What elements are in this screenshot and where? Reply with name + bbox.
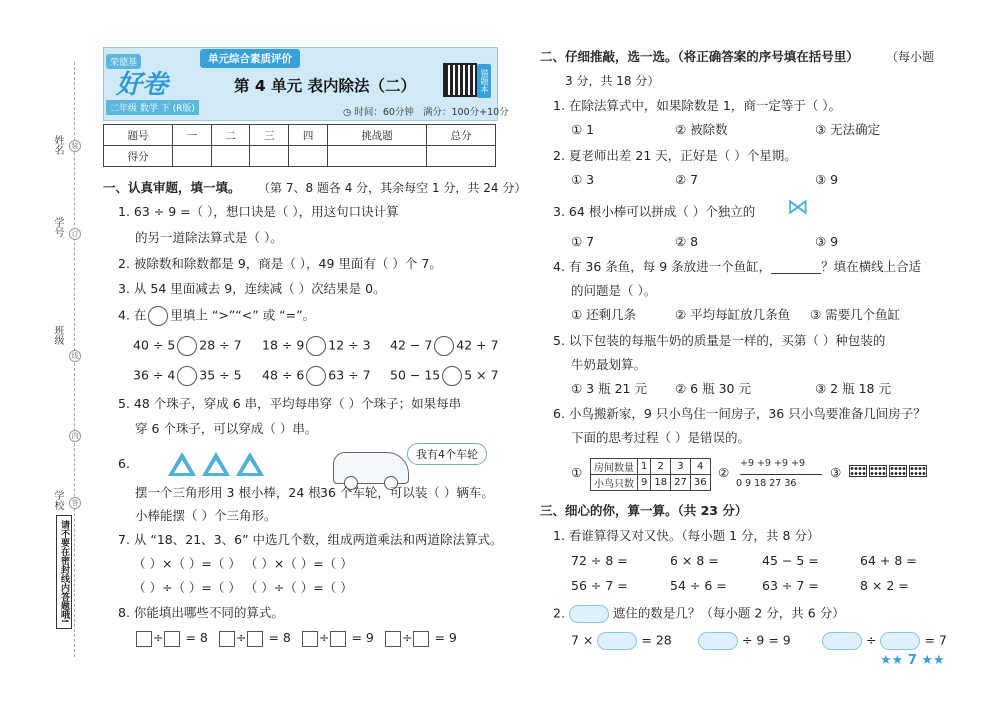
table-cell: 小鸟只数 (591, 475, 638, 491)
dot-group-icon (909, 465, 927, 477)
table-cell: 二 (211, 125, 250, 146)
section-1-title: 一、认真审题，填一填。 (103, 180, 241, 195)
eq-part: = 28 (641, 632, 672, 648)
table-cell: 4 (690, 459, 710, 475)
table-cell: 2 (651, 459, 671, 475)
mc-q4-line2[interactable]: 的问题是（ ）。 (571, 283, 657, 298)
score-input-cell[interactable] (327, 146, 426, 167)
number-line-jumps: +9 +9 +9 +9 (740, 458, 806, 469)
brand-label: 荣德基 (106, 54, 141, 69)
q8: 8. 你能填出哪些不同的算式。 (118, 605, 284, 620)
hidden-number-eq[interactable] (571, 632, 672, 650)
table-row (104, 125, 496, 146)
q4-prompt (118, 306, 315, 326)
mc-option[interactable]: ① 3 (571, 172, 595, 187)
eq-part: = 7 (924, 632, 947, 648)
mc-option[interactable]: ② 8 (675, 234, 699, 249)
calc-item[interactable]: 63 ÷ 7 = (762, 578, 819, 593)
compare-left: 50 − 15 (390, 367, 441, 383)
blank-box[interactable] (219, 631, 235, 647)
section-2-note-2: 3 分，共 18 分） (565, 74, 660, 88)
compare-left: 48 ÷ 6 (262, 367, 305, 383)
compare-blank[interactable] (177, 336, 197, 356)
qr-code-icon[interactable] (443, 63, 477, 97)
section-2-title: 二、仔细推敲，选一选。（将正确答案的序号填在括号里） (540, 49, 859, 64)
logo: 好卷 (116, 70, 169, 100)
triangle-sticks-icon (168, 452, 196, 476)
q6-text-a: 摆一个三角形用 3 根小棒，24 根 (135, 485, 321, 500)
eq-part: 7 × (571, 632, 594, 648)
speech-bubble: 我有4个车轮 (407, 443, 487, 465)
q8-result: = 9 (351, 630, 374, 645)
q8-eq[interactable]: ÷ = 8 (218, 630, 291, 647)
mc-q6-line2[interactable]: 下面的思考过程（ ）是错误的。 (571, 430, 750, 445)
triangle-sticks-icon (202, 452, 230, 476)
cloud-icon[interactable] (597, 632, 637, 650)
stick-figure-icon: ⋈ (787, 195, 809, 220)
calc-item[interactable]: 64 + 8 = (860, 553, 917, 568)
blank-box[interactable] (413, 631, 429, 647)
mc-option[interactable]: ① 3 瓶 21 元 (571, 381, 647, 396)
mc-option[interactable]: ② (718, 465, 730, 480)
mc-option[interactable]: ③ 9 (815, 172, 839, 187)
calc-q2-text: 遮住的数是几？（每小题 2 分，共 6 分） (612, 605, 845, 621)
table-cell: 三 (250, 125, 289, 146)
blank-box[interactable] (136, 631, 152, 647)
student-id-label: 学号 (52, 217, 63, 237)
table-cell: 总分 (427, 125, 496, 146)
q2[interactable]: 2. 被除数和除数都是 9，商是（ ），49 里面有（ ）个 7。 (118, 256, 442, 271)
score-table (103, 124, 496, 167)
compare-row (390, 366, 499, 386)
mc-q6-line1: 6. 小鸟搬新家，9 只小鸟住一间房子，36 只小鸟要准备几间房子？ (553, 406, 926, 421)
section-3-title: 三、细心的你，算一算。（共 23 分） (540, 503, 748, 518)
table-cell: 18 (651, 475, 671, 491)
exam-meta (343, 104, 509, 118)
time-limit: 时间：60分钟 (354, 107, 414, 118)
page-number: ★★ 7 ★★ (880, 653, 945, 668)
q3[interactable]: 3. 从 54 里面减去 9，连续减（ ）次结果是 0。 (118, 281, 386, 296)
q8-eq[interactable]: ÷ = 8 (135, 630, 208, 647)
compare-right: 5 × 7 (464, 367, 499, 383)
q8-result: = 9 (434, 630, 457, 645)
calc-item[interactable]: 56 ÷ 7 = (571, 578, 628, 593)
compare-row (390, 336, 499, 356)
bird-room-table (590, 458, 711, 491)
mc-q2[interactable]: 2. 夏老师出差 21 天，正好是（ ）个星期。 (553, 148, 797, 163)
mc-q5-line1[interactable]: 5. 以下包装的每瓶牛奶的质量是一样的，买第（ ）种包装的 (553, 333, 886, 348)
grade-label: 二年级 数学 下 (R版) (106, 100, 199, 115)
compare-blank[interactable] (306, 336, 326, 356)
q6-label: 6. (118, 456, 130, 471)
calc-item[interactable]: 54 ÷ 6 = (670, 578, 727, 593)
compare-right: 35 ÷ 5 (199, 367, 242, 383)
q4-label: 4. 在 (118, 307, 147, 323)
binding-mark: 装 (69, 140, 81, 152)
compare-left: 18 ÷ 9 (262, 337, 305, 353)
compare-right: 63 ÷ 7 (328, 367, 371, 383)
q8-result: = 8 (185, 630, 208, 645)
compare-left: 42 − 7 (390, 337, 433, 353)
school-label: 学校 (52, 490, 63, 510)
mc-option[interactable]: ③ 需要几个鱼缸 (810, 307, 901, 322)
cloud-icon[interactable] (880, 632, 920, 650)
table-cell: 一 (172, 125, 211, 146)
table-cell: 36 (690, 475, 710, 491)
mc-q5-line2: 牛奶最划算。 (571, 357, 647, 372)
table-cell: 挑战题 (327, 125, 426, 146)
section-1-note: （第 7、8 题各 4 分，其余每空 1 分，共 24 分） (258, 181, 527, 195)
compare-blank[interactable] (442, 366, 462, 386)
mc-q1[interactable]: 1. 在除法算式中，如果除数是 1，商一定等于（ ）。 (553, 98, 842, 113)
blank-box[interactable] (385, 631, 401, 647)
compare-right: 42 + 7 (456, 337, 499, 353)
compare-row (133, 366, 242, 386)
evaluation-tag: 单元综合素质评价 (200, 49, 300, 68)
compare-row (262, 336, 371, 356)
cloud-icon[interactable] (822, 632, 862, 650)
cloud-icon (569, 605, 609, 623)
hidden-number-eq[interactable] (698, 632, 791, 650)
dot-group-icon (889, 465, 907, 477)
mc-q4-line1[interactable]: 4. 有 36 条鱼，每 9 条放进一个鱼缸，________？填在横线上合适 (553, 259, 922, 274)
mc-option[interactable]: ① (571, 465, 583, 480)
page-title: 第 4 单元 表内除法（二） (234, 77, 416, 95)
q5-line1[interactable]: 5. 48 个珠子，穿成 6 串，平均每串穿（ ）个珠子；如果每串 (118, 396, 462, 411)
table-row (104, 146, 496, 167)
car-icon (333, 452, 409, 484)
full-score: 满分：100分+10分 (422, 107, 509, 118)
mc-option[interactable]: ③ 2 瓶 18 元 (815, 381, 891, 396)
q5-line2[interactable]: 穿 6 个珠子，可以穿成（ ）串。 (135, 421, 318, 436)
q7-row1[interactable]: （ ）×（ ）=（ ） （ ）×（ ）=（ ） (133, 556, 353, 571)
table-cell: 9 (638, 475, 651, 491)
score-input-cell[interactable] (172, 146, 211, 167)
mc-option[interactable]: ③ 无法确定 (815, 122, 881, 137)
q8-eq[interactable]: ÷ = 9 (301, 630, 374, 647)
mc-q3[interactable]: 3. 64 根小棒可以拼成（ ）个独立的 (553, 204, 756, 219)
compare-left: 40 ÷ 5 (133, 337, 176, 353)
mc-option[interactable]: ② 被除数 (675, 122, 728, 137)
cloud-icon[interactable] (698, 632, 738, 650)
score-input-cell[interactable] (250, 146, 289, 167)
q7: 7. 从 “18、21、3、6” 中选几个数，组成两道乘法和两道除法算式。 (118, 532, 503, 547)
table-cell: 房间数量 (591, 459, 638, 475)
table-cell: 1 (638, 459, 651, 475)
number-line (740, 474, 822, 475)
q7-row2[interactable]: （ ）÷（ ）=（ ） （ ）÷（ ）=（ ） (133, 580, 353, 595)
compare-left: 36 ÷ 4 (133, 367, 176, 383)
q1-line2[interactable]: 的另一道除法算式是（ ）。 (135, 230, 283, 245)
table-cell: 3 (671, 459, 691, 475)
mc-option[interactable]: ② 7 (675, 172, 699, 187)
blank-box[interactable] (302, 631, 318, 647)
clock-icon: ◷ (343, 107, 352, 118)
eq-part: ÷ (865, 632, 877, 648)
calc-item[interactable]: 8 × 2 = (860, 578, 909, 593)
binding-mark: 线 (69, 350, 81, 362)
calc-item[interactable]: 6 × 8 = (670, 553, 719, 568)
table-cell: 得分 (104, 146, 173, 167)
table-row (591, 459, 711, 475)
number-line-axis: 0 9 18 27 36 (736, 478, 797, 489)
eq-part: ÷ 9 = 9 (741, 632, 791, 648)
binding-mark: 答 (69, 497, 81, 509)
binding-mark: 内 (69, 430, 81, 442)
compare-blank[interactable] (177, 366, 197, 386)
mc-option[interactable]: ③ 9 (815, 234, 839, 249)
compare-blank[interactable] (434, 336, 454, 356)
score-input-cell[interactable] (211, 146, 250, 167)
dot-group-icon (869, 465, 887, 477)
calc-q1: 1. 看谁算得又对又快。（每小题 1 分，共 8 分） (553, 528, 820, 543)
compare-blank[interactable] (306, 366, 326, 386)
hidden-number-eq[interactable] (822, 632, 947, 650)
no-answer-notice: 请不要在密封线内答题哦! (56, 515, 72, 629)
name-label: 姓名 (52, 135, 63, 155)
q6-text-b[interactable]: 小棒能摆（ ）个三角形。 (135, 508, 277, 523)
blank-box[interactable] (164, 631, 180, 647)
class-label: 班级 (52, 325, 63, 345)
score-input-cell[interactable] (427, 146, 496, 167)
mc-option[interactable]: ① 1 (571, 122, 595, 137)
calc-q2 (553, 605, 845, 623)
score-input-cell[interactable] (289, 146, 328, 167)
dot-group-icon (849, 465, 867, 477)
table-row (591, 475, 711, 491)
blank-box[interactable] (330, 631, 346, 647)
calc-item[interactable]: 45 − 5 = (762, 553, 819, 568)
section-2-note: （每小题 (886, 50, 935, 64)
compare-row (133, 336, 242, 356)
mc-option[interactable]: ① 还剩几条 (571, 307, 637, 322)
q8-eq[interactable]: ÷ = 9 (384, 630, 457, 647)
q6-text-c[interactable]: 36 个车轮，可以装（ ）辆车。 (320, 485, 494, 500)
q1-line1[interactable]: 1. 63 ÷ 9 =（ ），想口诀是（ ），用这句口诀计算 (118, 204, 399, 219)
table-cell: 27 (671, 475, 691, 491)
compare-row (262, 366, 371, 386)
blank-box[interactable] (247, 631, 263, 647)
mc-option[interactable]: ① 7 (571, 234, 595, 249)
circle-blank (148, 306, 168, 326)
table-cell: 四 (289, 125, 328, 146)
mc-option[interactable]: ② 平均每缸放几条鱼 (675, 307, 791, 322)
mc-option[interactable]: ③ (830, 465, 842, 480)
q4-instruction: 里填上 “>”“<” 或 “=”。 (170, 307, 316, 323)
error-book-badge: 错题本 (477, 64, 491, 98)
calc-q2-number: 2. (553, 605, 565, 621)
compare-right: 12 ÷ 3 (328, 337, 371, 353)
q8-result: = 8 (268, 630, 291, 645)
mc-option[interactable]: ② 6 瓶 30 元 (675, 381, 751, 396)
compare-right: 28 ÷ 7 (199, 337, 242, 353)
calc-item[interactable]: 72 ÷ 8 = (571, 553, 628, 568)
binding-mark: 订 (69, 228, 81, 240)
triangle-sticks-icon (236, 452, 264, 476)
table-cell: 题号 (104, 125, 173, 146)
